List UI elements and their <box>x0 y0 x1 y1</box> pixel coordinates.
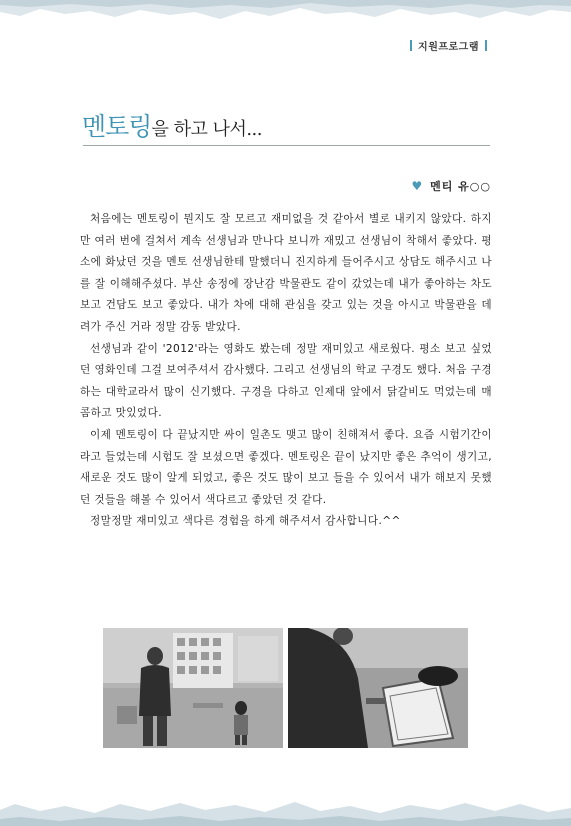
mentor-child-photo <box>103 628 283 748</box>
title-divider <box>83 145 490 146</box>
bottom-decorative-band <box>0 786 571 826</box>
paragraph-4: 정말정말 재미있고 색다른 경험을 하게 해주셔서 감사합니다.^^ <box>90 515 401 528</box>
section-label-text: 지원프로그램 <box>418 42 479 53</box>
page-title <box>82 107 262 143</box>
mentor-model-photo <box>288 628 468 748</box>
heart-icon: ♥ <box>411 179 424 193</box>
article-body <box>80 209 492 533</box>
paragraph-1: 처음에는 멘토링이 뭔지도 잘 모르고 재미없을 것 같아서 별로 내키지 않았다. 하지만 여러 번에 걸쳐서 계속 선생님과 만나다 보니까 재밌고 선생님이 착해서 좋았다. 평소에 화났던 것을 멘토 선생님한테 말했더니 진지하게 들어주시고 상담도 해주시고 나를 잘 이해해주셨다. 부산 송정에 장난감 박물관도 같이 갔었는데 내가 좋아하는 차도보고 건담도 보고 좋았다. 내가 차에 대해 관심을 갖고 있는 것을 아시고 박물관을 데려가 주신 거라 정말 감동 받았다. <box>80 213 492 333</box>
section-label <box>404 38 493 53</box>
right-bar-divider <box>485 40 487 51</box>
title-accent: 멘토링 <box>82 112 152 141</box>
title-rest: 을 하고 나서... <box>151 119 263 140</box>
top-decorative-band <box>0 0 571 30</box>
paragraph-3: 이제 멘토링이 다 끝났지만 싸이 일촌도 맺고 많이 친해져서 좋다. 요즘 시험기간이라고 들었는데 시험도 잘 보셨으면 좋겠다. 멘토링은 끝이 났지만 좋은 추억이 생기고, 새로운 것도 많이 알게 되었고, 좋은 것도 많이 보고 들을 수 있어서 내가 해보지 못했던 것들을 해볼 수 있어서 색다르고 좋았던 것 같다. <box>80 428 492 506</box>
author-name: 멘티 유○○ <box>430 180 491 193</box>
left-bar-divider <box>410 40 412 51</box>
author-line <box>411 178 491 194</box>
paragraph-2: 선생님과 같이 '2012'라는 영화도 봤는데 정말 재미있고 새로웠다. 평소 보고 싶었던 영화인데 그걸 보여주셔서 감사했다. 그리고 선생님의 학교 구경도 했다. 처음 구경하는 대학교라서 많이 신기했다. 구경을 다하고 인제대 앞에서 닭갈비도 먹었는데 매콤하고 맛있었다. <box>80 342 492 420</box>
